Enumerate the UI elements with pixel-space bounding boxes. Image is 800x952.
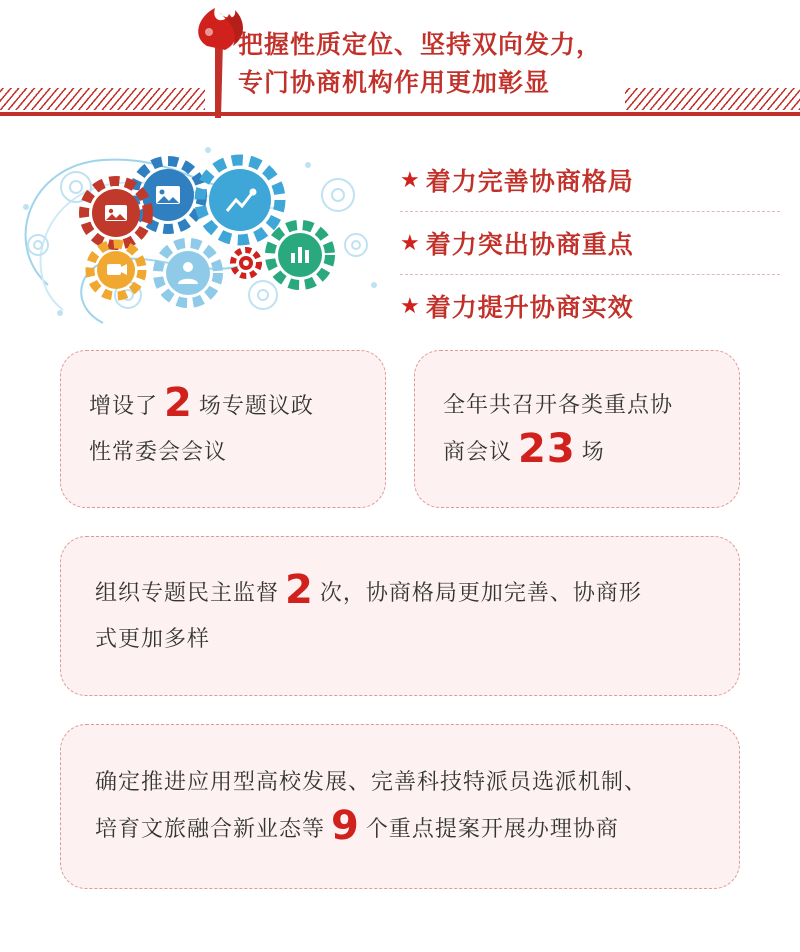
card-text: 式更加多样 [95,626,211,652]
bullet-item-label: 着力提升协商实效 [425,293,634,322]
card-number: 9 [331,803,360,849]
cards-row-top [60,350,740,536]
header-hatch-left [0,88,205,110]
card-text: 性常委会会议 [89,439,228,465]
card-text: 场专题议政 [198,393,314,419]
card-line [89,379,357,430]
bullet-item-1 [400,212,780,275]
card-democratic-supervision [60,536,740,696]
page-title-line1: 把握性质定位、坚持双向发力， [238,30,603,59]
bullet-list [400,149,780,337]
card-line [95,803,705,853]
card-text: 确定推进应用型高校发展、完善科技特派员选派机制、 [95,770,648,795]
card-line [89,430,357,476]
user-icon [158,243,218,303]
cards-section [0,350,800,889]
header-divider [0,112,800,116]
bullet-item-2 [400,275,780,337]
card-number: 2 [164,379,193,426]
middle-section [0,135,800,350]
page-title [238,26,708,102]
star-icon: ★ [400,167,420,192]
card-key-proposals [60,724,740,889]
bullet-item-label: 着力完善协商格局 [425,167,634,196]
card-number: 2 [285,566,314,613]
bar-chart-icon [270,225,330,285]
page-title-line2: 专门协商机构作用更加彰显 [238,68,551,97]
card-line [95,617,705,663]
card-special-topic-meetings [60,350,386,508]
card-line [443,383,711,429]
card-line [95,566,705,617]
card-line [95,760,705,806]
card-text: 组织专题民主监督 [95,580,280,606]
card-key-consultation-meetings [414,350,740,508]
card-number: 23 [518,425,576,472]
star-icon: ★ [400,230,420,255]
bullet-item-0 [400,149,780,212]
gears-illustration [8,135,388,335]
star-icon: ★ [400,293,420,318]
crimson-gear [84,181,148,245]
chart-up-icon [200,160,280,240]
card-text: 次，协商格局更加完善、协商形 [319,580,642,606]
card-text: 增设了 [89,393,159,419]
card-text: 全年共召开各类重点协 [443,392,674,418]
card-text: 场 [581,439,605,465]
card-text: 培育文旅融合新业态等 [95,817,326,842]
small-red-gear [233,250,259,276]
video-icon [90,244,142,296]
header [0,0,800,135]
card-line [443,425,711,476]
card-text: 商会议 [443,439,513,465]
bullet-item-label: 着力突出协商重点 [425,230,634,259]
card-text: 个重点提案开展办理协商 [365,817,619,842]
